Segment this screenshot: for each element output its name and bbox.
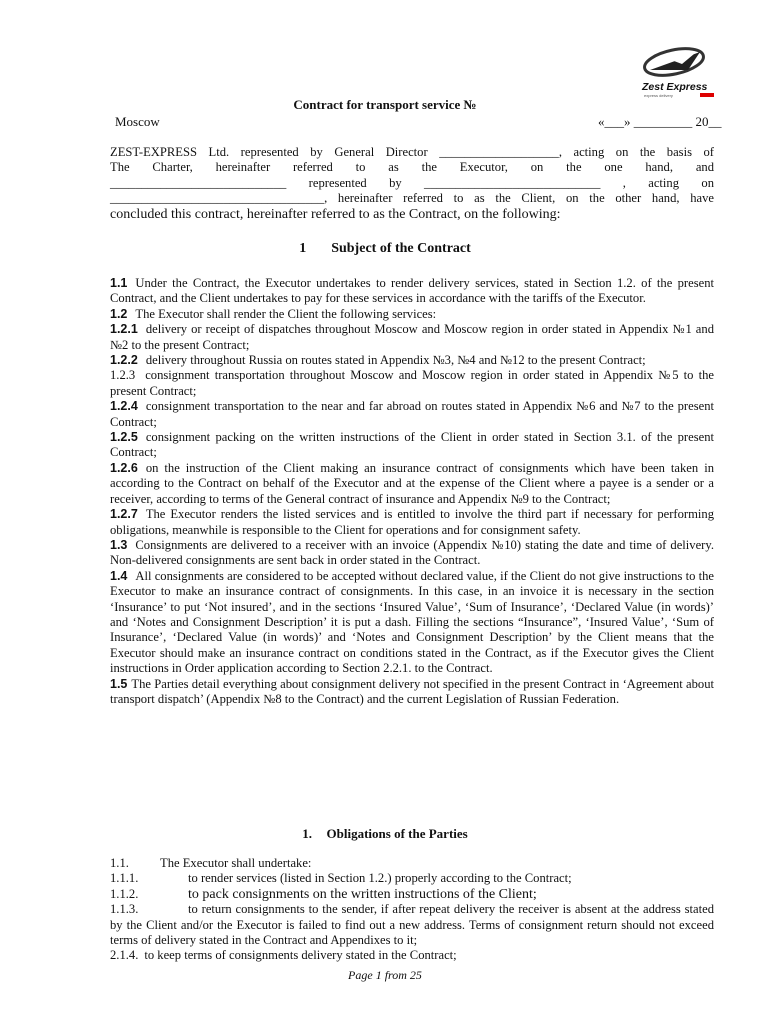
intro-line: concluded this contract, hereinafter referred to as the Contract, on the following: <box>110 206 561 222</box>
clause: 1.2.4 consignment transportation to the near and far abroad on routes stated in Appendix №6 and №7 to the present Contract; <box>110 399 714 429</box>
clause: 1.5 The Parties detail everything about consignment delivery not specified in the present Contract in ‘Agreement about transport dispatch’ (Appendix №8 to the Contract) and the current Legislation of Russian Federation. <box>110 676 714 706</box>
logo-brand: Zest Express <box>642 81 708 93</box>
clause: 1.2.5 consignment packing on the written instructions of the Client in order stated in Section 3.1. of the present Contract; <box>110 430 714 460</box>
section-heading <box>0 826 770 842</box>
section2-body <box>110 856 714 964</box>
clause: 1.2 The Executor shall render the Client the following services: <box>110 306 437 321</box>
section1-body <box>110 276 714 707</box>
clause: 1.1. The Executor shall undertake: <box>110 856 312 870</box>
clause: 1.2.1 delivery or receipt of dispatches throughout Moscow and Moscow region in order stated in Appendix №1 and №2 to the present Contract; <box>110 322 714 352</box>
clause: 1.1 Under the Contract, the Executor undertakes to render delivery services, stated in Section 1.2. of the present Contract, and the Client undertakes to pay for these services in accordance with the tariffs of the Executor. <box>110 276 714 306</box>
clause: 1.1.3. to return consignments to the sender, if after repeat delivery the receiver is absent at the address stated by the Client and/or the Executor is failed to find out a new address. Terms of consignment return should not exceed terms of delivery stated in the Contract and Appendixes to it; <box>110 902 714 948</box>
logo-tagline: express delivery <box>644 93 673 98</box>
company-logo <box>636 40 720 102</box>
contract-date: «___» _________ 20__ <box>598 114 722 129</box>
intro-paragraph <box>110 145 714 222</box>
clause: 1.2.2 delivery throughout Russia on routes stated in Appendix №3, №4 and №12 to the present Contract; <box>110 353 646 368</box>
clause: 1.3 Consignments are delivered to a receiver with an invoice (Appendix №10) stating the date and time of delivery. Non-delivered consignments are sent back in order stated in the Contract. <box>110 537 714 568</box>
section-title: Subject of the Contract <box>331 241 471 256</box>
intro-line: __________________________________, hereinafter referred to as the Client, on the other hand, have <box>110 191 714 206</box>
contract-title: Contract for transport service № <box>293 97 477 112</box>
intro-line: The Charter, hereinafter referred to as the Executor, on the one hand, and <box>110 160 714 175</box>
clause: 1.1.1. to render services (listed in Section 1.2.) properly according to the Contract; <box>110 871 572 886</box>
clause: 1.2.6 on the instruction of the Client making an insurance contract of consignments which have been taken in according to the Contract on behalf of the Executor and at the expense of the Client where a payee is a sender or a receiver, according to terms of the General contract of insurance and Appendix №9 to the Contract; <box>110 460 714 506</box>
clause: 1.4 All consignments are considered to be accepted without declared value, if the Client do not give instructions to the Executor to make an insurance contract of consignments. In this case, in an invoice it is necessary in the section ‘Insurance’ to put ‘Not insured’, and in the sections ‘Insured Value’, ‘Sum of Insurance’, ‘Declared Value (in words)’ and ‘Notes and Consignment Description’ it is put a dash. Filling the sections “Insurance”, ‘Insured Value’, ‘Sum of Insurance’, ‘Declared Value (in words)’ and ‘Notes and Consignment Description’ by the Client means that the Executor should make an insurance contract on conditions stated in the Contract, as if the Executor gives the Client instructions in Order application according to Section 2.2.1. to the Contract. <box>110 568 714 676</box>
clause: 1.2.7 The Executor renders the listed services and is entitled to involve the third part if necessary for performing obligations, meanwhile is responsible to the Client for operations and for consignment safety. <box>110 507 714 537</box>
clause: 2.1.4. to keep terms of consignments delivery stated in the Contract; <box>110 948 457 963</box>
section-number: 1. <box>302 826 313 841</box>
swoosh-icon <box>642 44 706 80</box>
contract-city: Moscow <box>115 114 160 129</box>
intro-line: ____________________________ represented by ____________________________ , acting on <box>110 175 714 190</box>
section-heading <box>0 241 770 257</box>
section-number: 1 <box>299 241 307 256</box>
intro-line: ZEST-EXPRESS Ltd. represented by General Director ___________________, acting on the basis of <box>110 145 714 159</box>
clause: 1.2.3 consignment transportation throughout Moscow and Moscow region in order stated in Appendix №5 to the present Contract; <box>110 368 714 398</box>
clause: 1.1.2. to pack consignments on the written instructions of the Client; <box>110 886 537 902</box>
page-footer: Page 1 from 25 <box>348 968 422 982</box>
section-title: Obligations of the Parties <box>326 826 468 841</box>
